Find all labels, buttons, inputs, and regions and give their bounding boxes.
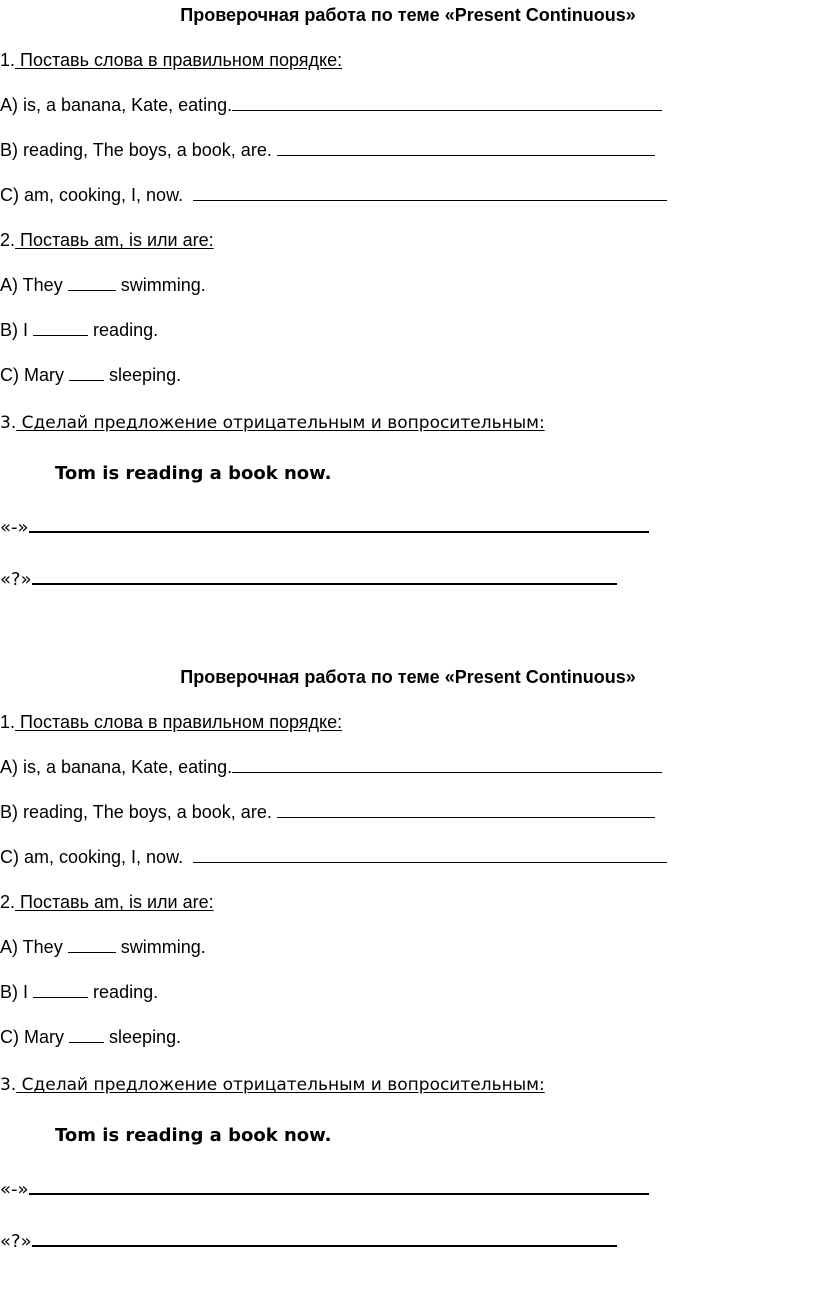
task2-item-b: B) I reading.: [0, 982, 159, 1002]
task2-heading: 2. Поставь am, is или are:: [0, 230, 214, 250]
task2-item-c: C) Mary sleeping.: [0, 1027, 182, 1047]
negative-answer-line: «-»: [0, 1177, 649, 1201]
task2-item-c: C) Mary sleeping.: [0, 365, 182, 385]
task3-heading: 3. Сделай предложение отрицательным и вопросительным:: [0, 1075, 545, 1095]
negative-answer-line: «-»: [0, 515, 649, 539]
task2-heading: 2. Поставь am, is или are:: [0, 892, 214, 912]
question-answer-line: «?»: [0, 567, 617, 591]
page-title: Проверочная работа по теме «Present Continuous»: [180, 667, 636, 687]
answer-blank[interactable]: [29, 1177, 649, 1195]
answer-blank[interactable]: [68, 936, 116, 953]
task1-item-a: A) is, a banana, Kate, eating.: [0, 94, 662, 116]
answer-blank[interactable]: [69, 364, 104, 381]
task1-item-c: C) am, cooking, I, now.: [0, 184, 667, 206]
task2-item-a: A) They swimming.: [0, 275, 206, 295]
task1-item-a: A) is, a banana, Kate, eating.: [0, 756, 662, 778]
answer-blank[interactable]: [277, 801, 655, 818]
answer-blank[interactable]: [33, 981, 88, 998]
answer-blank[interactable]: [29, 515, 649, 533]
page-title: Проверочная работа по теме «Present Continuous»: [180, 5, 636, 25]
answer-blank[interactable]: [32, 567, 617, 585]
task3-sentence: Tom is reading a book now.: [55, 1125, 332, 1146]
answer-blank[interactable]: [32, 1229, 617, 1247]
answer-blank[interactable]: [232, 94, 662, 111]
question-answer-line: «?»: [0, 1229, 617, 1253]
task1-item-b: B) reading, The boys, a book, are.: [0, 801, 655, 823]
answer-blank[interactable]: [33, 319, 88, 336]
worksheet-1: [0, 0, 816, 640]
answer-blank[interactable]: [69, 1026, 104, 1043]
task2-item-a: A) They swimming.: [0, 937, 206, 957]
task3-sentence: Tom is reading a book now.: [55, 463, 332, 484]
answer-blank[interactable]: [68, 274, 116, 291]
task1-heading: 1. Поставь слова в правильном порядке:: [0, 50, 343, 70]
answer-blank[interactable]: [193, 846, 667, 863]
task3-heading: 3. Сделай предложение отрицательным и вопросительным:: [0, 413, 545, 433]
task1-item-c: C) am, cooking, I, now.: [0, 846, 667, 868]
task1-item-b: B) reading, The boys, a book, are.: [0, 139, 655, 161]
answer-blank[interactable]: [232, 756, 662, 773]
answer-blank[interactable]: [277, 139, 655, 156]
worksheet-2: [0, 662, 816, 1302]
answer-blank[interactable]: [193, 184, 667, 201]
task2-item-b: B) I reading.: [0, 320, 159, 340]
task1-heading: 1. Поставь слова в правильном порядке:: [0, 712, 343, 732]
